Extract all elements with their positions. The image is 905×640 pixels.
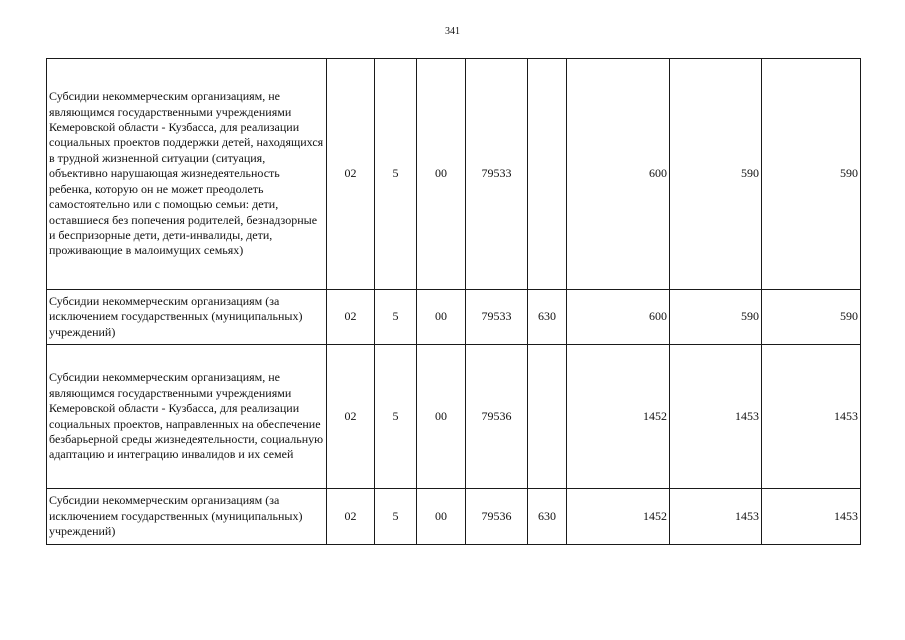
expense-type-cell: 630 bbox=[528, 290, 567, 345]
code-cell: 00 bbox=[417, 290, 466, 345]
amount-cell: 590 bbox=[670, 59, 762, 290]
code-cell: 5 bbox=[375, 290, 417, 345]
code-cell: 5 bbox=[375, 345, 417, 489]
table-row bbox=[47, 489, 861, 545]
code-cell: 79536 bbox=[466, 489, 528, 545]
code-cell: 02 bbox=[327, 345, 375, 489]
row-description: Субсидии некоммерческим организациям, не являющимся государственными учреждениями Кемеровской области - Кузбасса, для реализации социальных проектов поддержки детей, находящихся в трудной жизненной ситуации (ситуация, объективно нарушающая жизнедеятельность ребенка, которую он не может преодолеть самостоятельно или с помощью семьи: дети, оставшиеся без попечения родителей, безнадзорные и беспризорные дети, дети-инвалиды, дети, проживающие в малоимущих семьях) bbox=[47, 59, 327, 290]
code-cell: 5 bbox=[375, 59, 417, 290]
amount-cell: 1453 bbox=[762, 345, 861, 489]
amount-cell: 1453 bbox=[670, 345, 762, 489]
row-description: Субсидии некоммерческим организациям, не являющимся государственными учреждениями Кемеровской области - Кузбасса, для реализации социальных проектов, направленных на обеспечение безбарьерной среды жизнедеятельности, социальную адаптацию и интеграцию инвалидов и их семей bbox=[47, 345, 327, 489]
amount-cell: 600 bbox=[567, 59, 670, 290]
expense-type-cell: 630 bbox=[528, 489, 567, 545]
code-cell: 5 bbox=[375, 489, 417, 545]
amount-cell: 590 bbox=[762, 59, 861, 290]
page-number: 341 bbox=[445, 26, 460, 37]
code-cell: 79536 bbox=[466, 345, 528, 489]
code-cell: 00 bbox=[417, 345, 466, 489]
amount-cell: 1453 bbox=[762, 489, 861, 545]
code-cell: 79533 bbox=[466, 59, 528, 290]
budget-table bbox=[46, 58, 861, 545]
amount-cell: 1452 bbox=[567, 345, 670, 489]
amount-cell: 590 bbox=[670, 290, 762, 345]
table-row bbox=[47, 59, 861, 290]
expense-type-cell bbox=[528, 59, 567, 290]
code-cell: 79533 bbox=[466, 290, 528, 345]
table-row bbox=[47, 345, 861, 489]
code-cell: 02 bbox=[327, 290, 375, 345]
row-description: Субсидии некоммерческим организациям (за исключением государственных (муниципальных) учреждений) bbox=[47, 489, 327, 545]
code-cell: 02 bbox=[327, 489, 375, 545]
amount-cell: 600 bbox=[567, 290, 670, 345]
amount-cell: 1452 bbox=[567, 489, 670, 545]
row-description: Субсидии некоммерческим организациям (за исключением государственных (муниципальных) учреждений) bbox=[47, 290, 327, 345]
amount-cell: 1453 bbox=[670, 489, 762, 545]
expense-type-cell bbox=[528, 345, 567, 489]
amount-cell: 590 bbox=[762, 290, 861, 345]
code-cell: 00 bbox=[417, 489, 466, 545]
table-row bbox=[47, 290, 861, 345]
code-cell: 02 bbox=[327, 59, 375, 290]
code-cell: 00 bbox=[417, 59, 466, 290]
